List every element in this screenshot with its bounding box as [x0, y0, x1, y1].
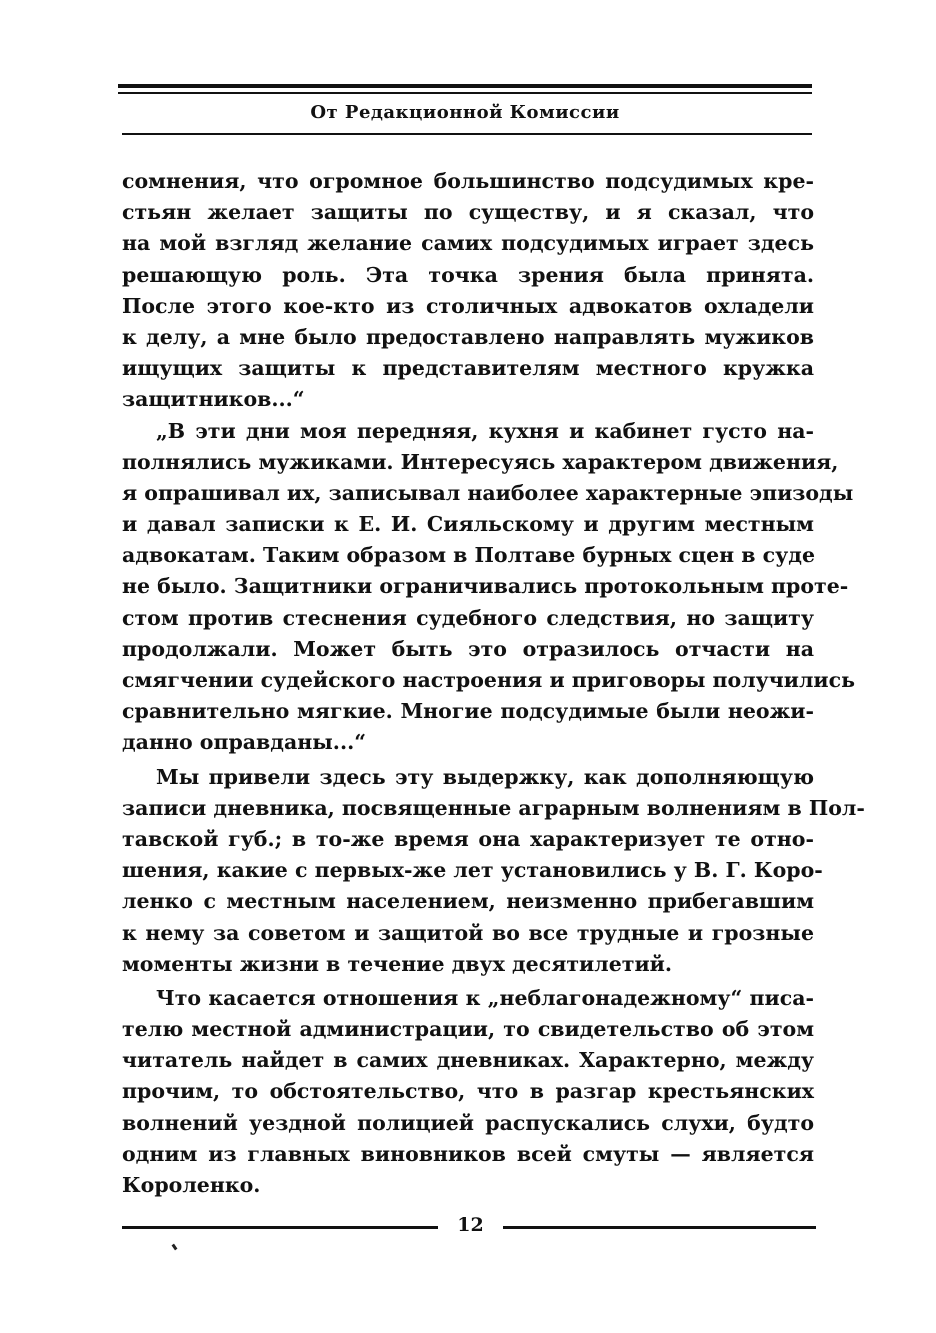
text-line: Короленко. [122, 1173, 261, 1197]
text-line: сомнения, что огромное большинство подсудимых кре- [122, 169, 814, 193]
text-line: смягчении судейского настроения и приговоры получились [122, 668, 856, 692]
body-text [122, 166, 865, 1201]
text-line: на мой взгляд желание самих подсудимых играет здесь [122, 231, 814, 256]
text-line: После этого кое-кто из столичных адвокатов охладели [122, 293, 814, 318]
text-line: стьян желает защиты по существу, и я сказал, что [122, 200, 814, 225]
text-line: Что касается отношения к „неблагонадежному“ писа- [156, 985, 814, 1010]
footer-rule-left [122, 1226, 438, 1229]
header-rule-thin [118, 92, 812, 94]
header-rule-under [122, 133, 812, 135]
text-line: решающую роль. Эта точка зрения была принята. [122, 262, 814, 287]
text-line: телю местной администрации, то свидетельство об этом [122, 1017, 814, 1042]
running-title: От Редакционной Комиссии [310, 102, 620, 123]
text-line: продолжали. Может быть это отразилось отчасти на [122, 636, 814, 661]
text-line: к делу, а мне было предоставлено направлять мужиков [122, 324, 814, 349]
text-line: и давал записки к Е. И. Сияльскому и другим местным [122, 512, 814, 537]
text-line: волнений уездной полицией распускались слухи, будто [122, 1110, 814, 1135]
text-line: не было. Защитники ограничивались протокольным проте- [122, 574, 849, 599]
text-line: ленко с местным населением, неизменно прибегавшим [122, 889, 814, 914]
text-line: „В эти дни моя передняя, кухня и кабинет густо на- [156, 418, 814, 443]
text-line: стом против стеснения судебного следствия, но защиту [122, 605, 814, 630]
text-line: Мы привели здесь эту выдержку, как дополняющую [156, 764, 814, 789]
text-line: полнялись мужиками. Интересуясь характером движения, [122, 449, 839, 474]
text-line: защитников...“ [122, 387, 305, 412]
text-line: моменты жизни в течение двух десятилетий. [122, 951, 672, 976]
text-line: тавской губ.; в то-же время она характеризует те отно- [122, 826, 814, 851]
text-line: записи дневника, посвященные аграрным волнениям в Пол- [122, 795, 865, 820]
text-line: читатель найдет в самих дневниках. Характерно, между [122, 1048, 814, 1073]
text-line: шения, какие с первых-же лет установились у В. Г. Коро- [122, 858, 823, 883]
text-line: прочим, то обстоятельство, что в разгар крестьянских [122, 1079, 814, 1104]
text-line: ищущих защиты к представителям местного кружка [122, 356, 814, 381]
text-line: одним из главных виновников всей смуты — является [122, 1141, 814, 1166]
page-number: 12 [457, 1214, 484, 1236]
text-line: сравнительно мягкие. Многие подсудимые были неожи- [122, 699, 814, 724]
footer-rule-right [503, 1226, 816, 1229]
text-line: к нему за советом и защитой во все трудные и грозные [122, 920, 814, 945]
text-line: я опрашивал их, записывал наиболее характерные эпизоды [122, 480, 854, 505]
text-line: данно оправданы...“ [122, 730, 367, 755]
ink-speck [172, 1244, 178, 1251]
text-line: адвокатам. Таким образом в Полтаве бурных сцен в суде [122, 543, 815, 568]
header-rule-thick [118, 84, 812, 88]
